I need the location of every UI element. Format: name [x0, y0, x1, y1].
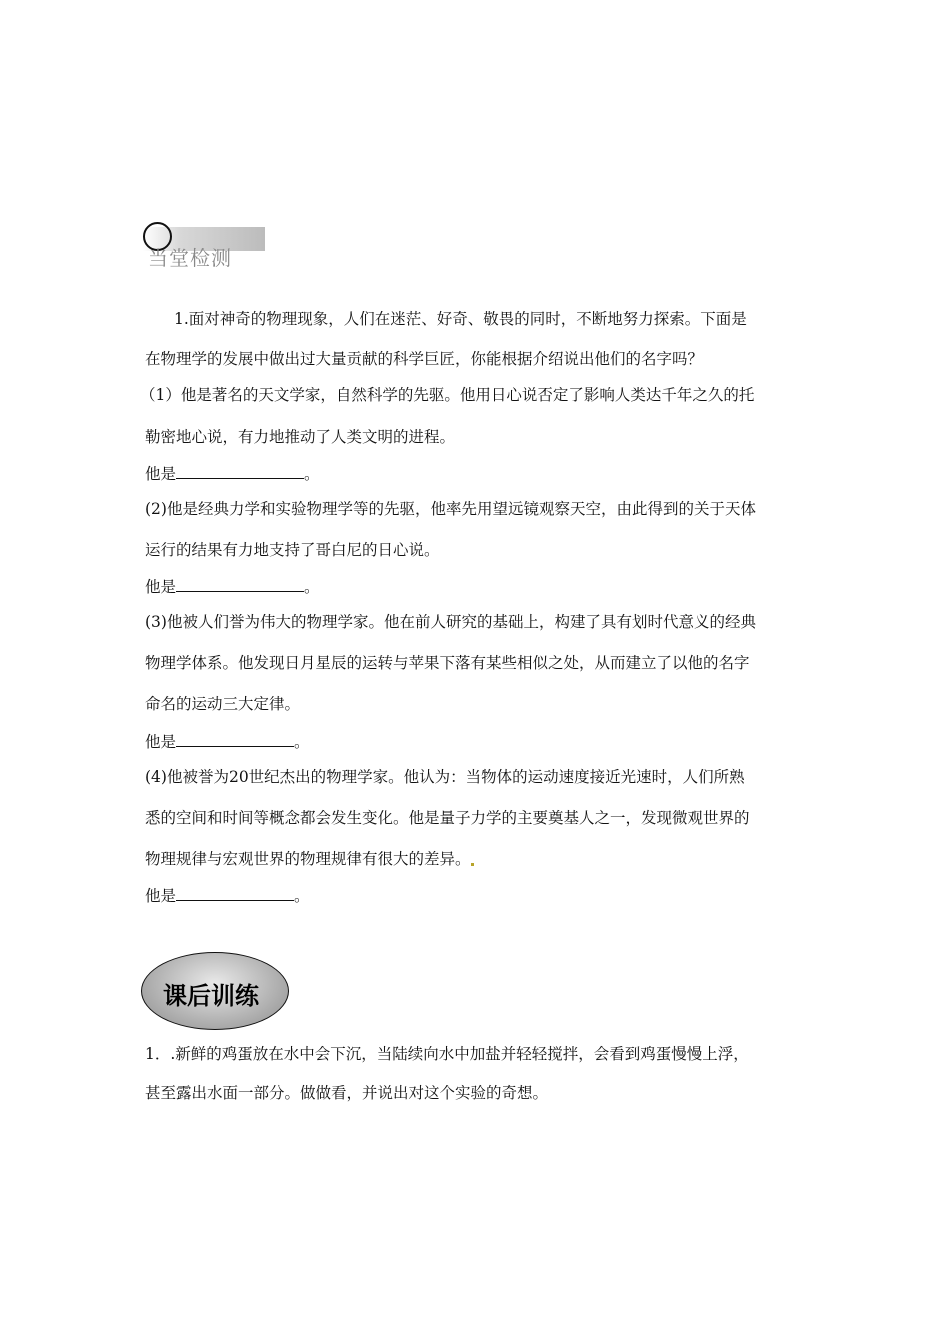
question-3-line: 物理学体系。他发现日月星辰的运转与苹果下落有某些相似之处，从而建立了以他的名字	[145, 654, 750, 672]
question-2-line: (2)他是经典力学和实验物理学等的先驱，他率先用望远镜观察天空，由此得到的关于天体	[145, 500, 756, 518]
paragraph-line: 1.面对神奇的物理现象，人们在迷茫、好奇、敬畏的同时，不断地努力探索。下面是	[174, 310, 747, 328]
answer-blank[interactable]	[176, 463, 304, 479]
answer-suffix: 。	[304, 578, 320, 596]
question-3-line: (3)他被人们誉为伟大的物理学家。他在前人研究的基础上，构建了具有划时代意义的经典	[145, 613, 756, 631]
answer-suffix: 。	[294, 887, 310, 905]
paragraph-line: 1．.新鲜的鸡蛋放在水中会下沉，当陆续向水中加盐并轻轻搅拌，会看到鸡蛋慢慢上浮，	[145, 1045, 749, 1063]
answer-prefix: 他是	[145, 887, 177, 905]
question-2-line: 运行的结果有力地支持了哥白尼的日心说。	[145, 541, 440, 559]
question-1-line: （1）他是著名的天文学家，自然科学的先驱。他用日心说否定了影响人类达千年之久的托	[140, 386, 755, 404]
question-3-line: 命名的运动三大定律。	[145, 695, 301, 713]
question-4-line	[145, 849, 474, 869]
paragraph-line: 在物理学的发展中做出过大量贡献的科学巨匠，你能根据介绍说出他们的名字吗？	[145, 350, 704, 368]
answer-suffix: 。	[304, 465, 320, 483]
question-1-line: 勒密地心说，有力地推动了人类文明的进程。	[145, 428, 456, 446]
question-4-line: 悉的空间和时间等概念都会发生变化。他是量子力学的主要奠基人之一，发现微观世界的	[145, 809, 750, 827]
answer-line	[145, 731, 310, 752]
answer-line	[145, 885, 310, 906]
section-title: 当堂检测	[148, 246, 232, 270]
section-title: 课后训练	[163, 982, 259, 1010]
answer-prefix: 他是	[145, 578, 177, 596]
answer-prefix: 他是	[145, 733, 177, 751]
answer-line	[145, 576, 320, 597]
answer-blank[interactable]	[176, 731, 294, 747]
question-4-line: (4)他被誉为20世纪杰出的物理学家。他认为：当物体的运动速度接近光速时，人们所熟	[145, 768, 745, 786]
question-4-text: 物理规律与宏观世界的物理规律有很大的差异。	[145, 850, 471, 868]
dot-mark	[471, 863, 474, 866]
answer-blank[interactable]	[176, 885, 294, 901]
section-header-after-class-training	[141, 952, 289, 1030]
answer-blank[interactable]	[176, 576, 304, 592]
answer-line	[145, 463, 320, 484]
section-header-classroom-test	[143, 222, 265, 270]
answer-prefix: 他是	[145, 465, 177, 483]
answer-suffix: 。	[294, 733, 310, 751]
paragraph-line: 甚至露出水面一部分。做做看，并说出对这个实验的奇想。	[145, 1084, 549, 1102]
